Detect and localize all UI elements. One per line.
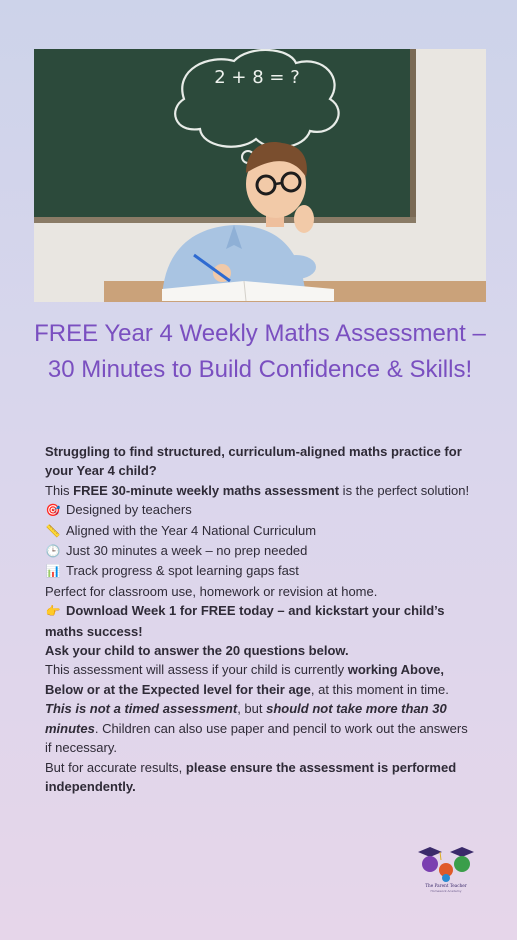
logo-text: The Parent Teacher (425, 883, 467, 888)
usage-text: Perfect for classroom use, homework or revision at home. (45, 583, 378, 599)
clock-icon: 🕒 (45, 544, 61, 559)
board-equation: 2 + 8 = ? (214, 67, 300, 88)
brand-logo (414, 842, 478, 894)
bar-chart-icon: 📊 (45, 564, 61, 579)
page-title: FREE Year 4 Weekly Maths Assessment – 30 Minutes to Build Confidence & Skills! (34, 320, 486, 383)
assess-text: This assessment will assess if your child is currently working Above, Below or at the Expected level for their age, at this moment in time. (45, 662, 449, 697)
ruler-icon: 📏 (45, 523, 61, 538)
timed-text: This is not a timed assessment, but should not take more than 30 minutes. Children can also use paper and pencil to work out the answers if necessary. (45, 701, 468, 756)
logo-subtext: Homework Academy (430, 889, 462, 893)
feature-item: 📏 Aligned with the Year 4 National Curriculum (45, 521, 477, 541)
target-icon: 🎯 (45, 503, 61, 518)
cta-text: 👉 Download Week 1 for FREE today – and kickstart your child’s maths success! (45, 603, 445, 639)
pointing-hand-icon: 👉 (45, 604, 61, 619)
intro-line: This FREE 30-minute weekly maths assessment is the perfect solution! (45, 482, 470, 498)
feature-item: 📊 Track progress & spot learning gaps fast (45, 561, 477, 581)
description (45, 442, 477, 796)
accuracy-text: But for accurate results, please ensure the assessment is performed independently. (45, 759, 457, 794)
feature-item: 🎯 Designed by teachers (45, 500, 477, 520)
feature-item: 🕒 Just 30 minutes a week – no prep needed (45, 541, 477, 561)
ask-text: Ask your child to answer the 20 questions below. (45, 643, 349, 659)
intro-question: Struggling to find structured, curriculum-aligned maths practice for your Year 4 child? (45, 444, 462, 479)
hero-image (34, 49, 486, 302)
